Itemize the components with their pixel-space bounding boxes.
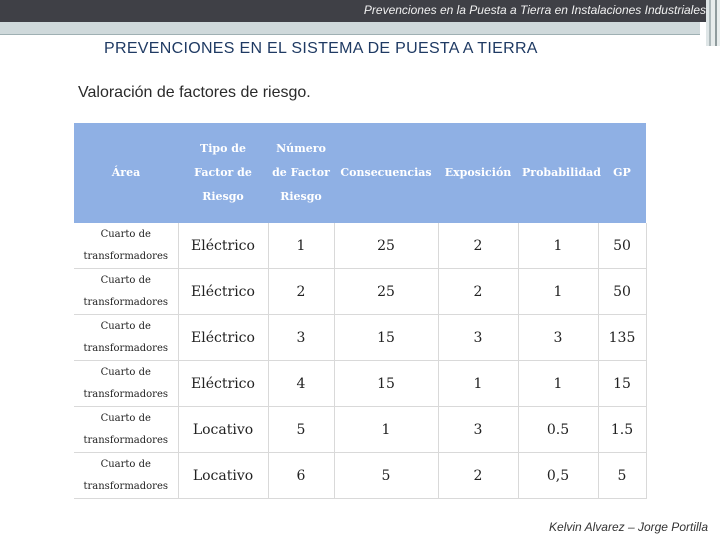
cell-consequences: 5 (334, 453, 438, 499)
column-header-gp: GP (598, 123, 646, 223)
cell-factor-type: Eléctrico (178, 315, 268, 361)
cell-factor-number: 6 (268, 453, 334, 499)
cell-exposure: 3 (438, 315, 518, 361)
cell-exposure: 2 (438, 453, 518, 499)
cell-consequences: 1 (334, 407, 438, 453)
header-accent-band (0, 22, 700, 35)
cell-exposure: 3 (438, 407, 518, 453)
column-header-area: Área (74, 123, 178, 223)
cell-area: Cuarto de transformadores (74, 223, 178, 269)
cell-consequences: 25 (334, 269, 438, 315)
risk-table-container (74, 123, 646, 501)
table-row (74, 361, 646, 407)
slide-title: PREVENCIONES EN EL SISTEMA DE PUESTA A TIERRA (104, 40, 538, 57)
cell-area: Cuarto de transformadores (74, 407, 178, 453)
cell-consequences: 15 (334, 315, 438, 361)
cell-probability: 3 (518, 315, 598, 361)
cell-gp: 15 (598, 361, 646, 407)
cell-area: Cuarto de transformadores (74, 315, 178, 361)
cell-consequences: 15 (334, 361, 438, 407)
cell-exposure: 2 (438, 223, 518, 269)
column-header-factor-type: Tipo de Factor de Riesgo (178, 123, 268, 223)
cell-factor-number: 2 (268, 269, 334, 315)
table-row (74, 269, 646, 315)
cell-area: Cuarto de transformadores (74, 269, 178, 315)
cell-probability: 1 (518, 223, 598, 269)
header-title: Prevenciones en la Puesta a Tierra en Instalaciones Industriales (363, 3, 706, 17)
cell-factor-number: 3 (268, 315, 334, 361)
cell-gp: 5 (598, 453, 646, 499)
column-header-probability: Probabilidad (518, 123, 598, 223)
cell-gp: 50 (598, 223, 646, 269)
cell-gp: 50 (598, 269, 646, 315)
cell-area: Cuarto de transformadores (74, 453, 178, 499)
cell-area: Cuarto de transformadores (74, 361, 178, 407)
decorative-stripes (706, 0, 720, 46)
column-header-exposure: Exposición (438, 123, 518, 223)
cell-probability: 0.5 (518, 407, 598, 453)
column-header-consequences: Consecuencias (334, 123, 438, 223)
table-row (74, 223, 646, 269)
cell-factor-type: Eléctrico (178, 269, 268, 315)
cell-factor-type: Eléctrico (178, 361, 268, 407)
cell-factor-number: 4 (268, 361, 334, 407)
cell-factor-type: Eléctrico (178, 223, 268, 269)
table-row (74, 453, 646, 499)
footer-authors: Kelvin Alvarez – Jorge Portilla (549, 520, 708, 534)
cell-gp: 135 (598, 315, 646, 361)
cell-probability: 1 (518, 269, 598, 315)
cell-gp: 1.5 (598, 407, 646, 453)
cell-factor-type: Locativo (178, 407, 268, 453)
cell-probability: 1 (518, 361, 598, 407)
table-row (74, 407, 646, 453)
table-header-row (74, 123, 646, 223)
column-header-factor-number: Número de Factor Riesgo (268, 123, 334, 223)
cell-exposure: 2 (438, 269, 518, 315)
table-row (74, 315, 646, 361)
cell-exposure: 1 (438, 361, 518, 407)
cell-probability: 0,5 (518, 453, 598, 499)
cell-factor-number: 1 (268, 223, 334, 269)
slide-subtitle: Valoración de factores de riesgo. (78, 84, 311, 101)
cell-consequences: 25 (334, 223, 438, 269)
risk-factor-table (74, 123, 647, 499)
cell-factor-number: 5 (268, 407, 334, 453)
cell-factor-type: Locativo (178, 453, 268, 499)
